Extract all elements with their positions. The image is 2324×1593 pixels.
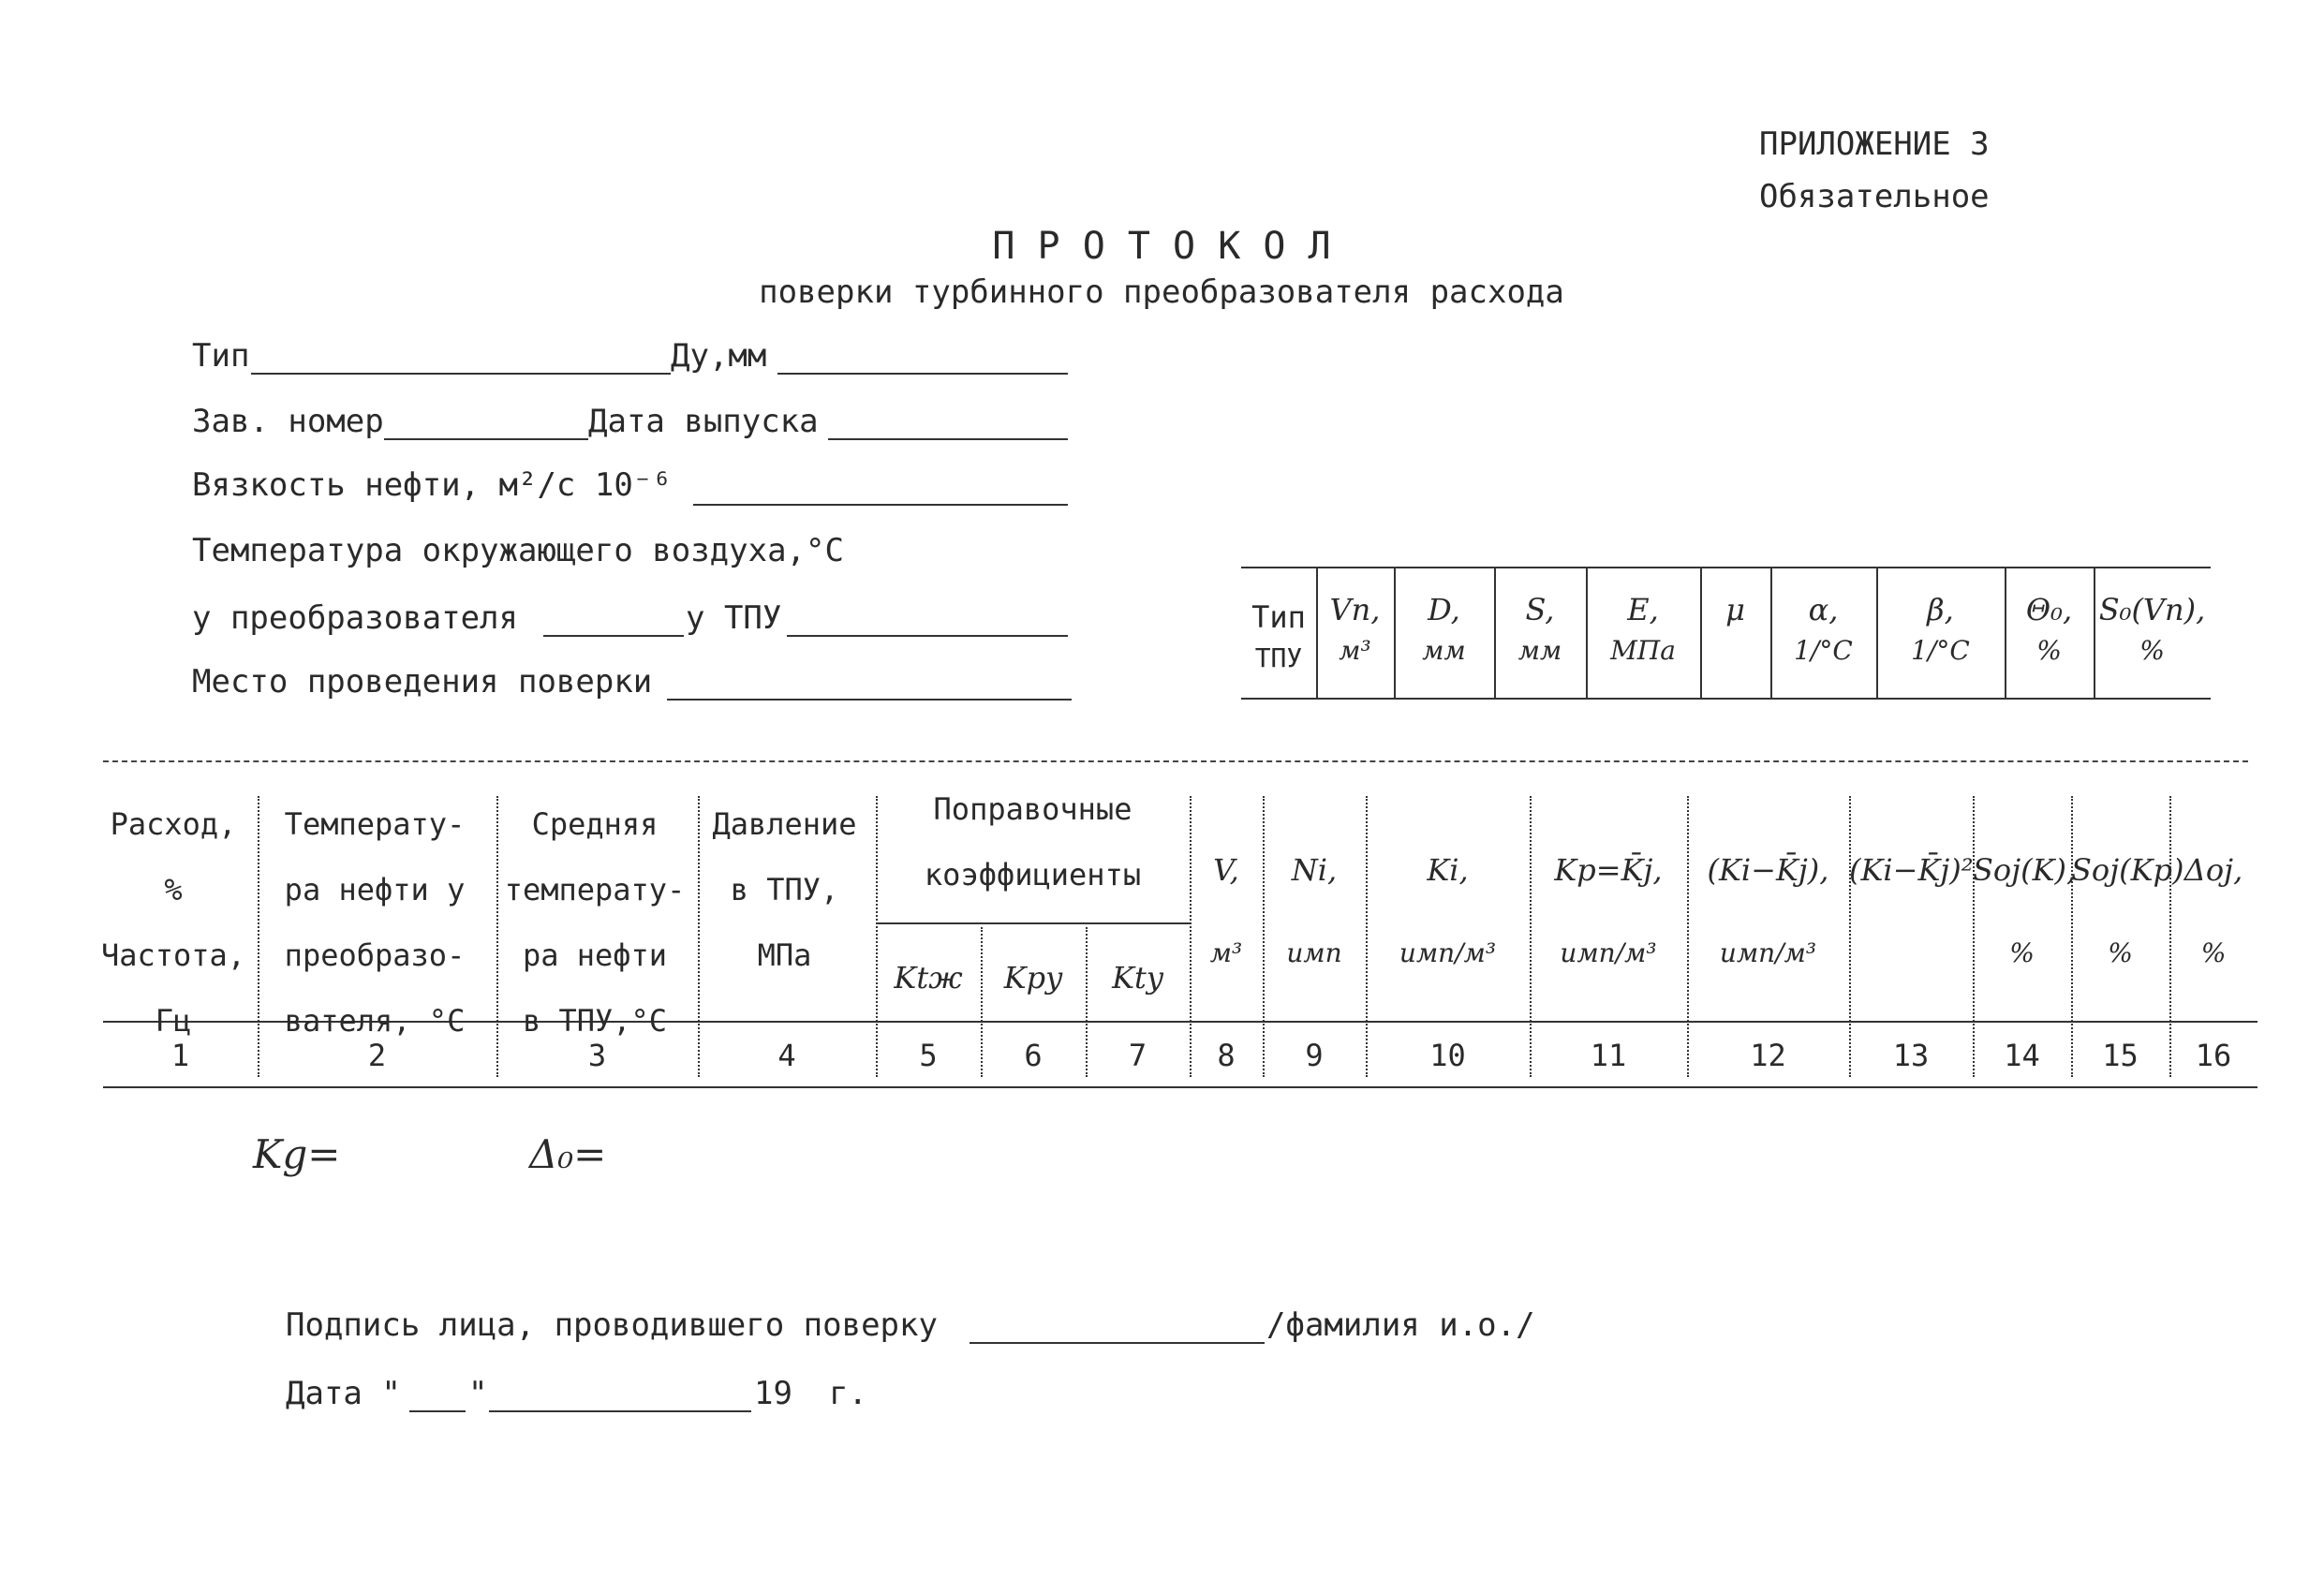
release-date-line (828, 438, 1068, 440)
type-line (251, 373, 671, 375)
at-tpu-line (787, 635, 1068, 637)
param-col-vp: Vп, м³ (1329, 592, 1381, 666)
appendix-label: ПРИЛОЖЕНИЕ 3 (1759, 125, 1990, 163)
col-soj-k-header: Soj(K), % (1973, 852, 2077, 968)
col-number: 14 (2004, 1038, 2040, 1073)
col-number: 7 (1128, 1038, 1147, 1073)
col-pressure-header: Давление в ТПУ, МПа (712, 806, 857, 973)
param-col-s0: S₀(Vп), % (2098, 592, 2206, 666)
release-date-label: Дата выпуска (588, 403, 819, 440)
col-oil-temp-header: Температу- ра нефти у преобразо- вателя, °С (284, 806, 466, 1039)
col-number: 8 (1217, 1038, 1236, 1073)
corrections-group-label-2: коэффициенты (924, 857, 1142, 892)
col-kp-header: Kp=K̄j, имп/м³ (1554, 852, 1663, 968)
col-number: 9 (1305, 1038, 1324, 1073)
col-v-header: V, м³ (1209, 852, 1243, 968)
signature-label: Подпись лица, проводившего поверку (286, 1306, 938, 1344)
col-ktzh-header: Ktж (894, 960, 963, 996)
col-number: 15 (2102, 1038, 2139, 1073)
signature-name-hint: /фамилия и.о./ (1266, 1306, 1535, 1344)
col-number: 4 (777, 1038, 796, 1073)
at-tpu-label: у ТПУ (686, 599, 782, 637)
serial-label: Зав. номер (192, 403, 384, 440)
param-col-s: S, мм (1517, 592, 1562, 666)
col-number: 6 (1024, 1038, 1043, 1073)
param-col-beta: β, 1/°С (1911, 592, 1970, 666)
param-col-e: E, МПа (1610, 592, 1676, 666)
col-kty-header: Kty (1112, 960, 1163, 996)
corrections-group-label: Поправочные (933, 791, 1132, 827)
col-delta-header: Δoj, % (2183, 852, 2243, 968)
du-line (777, 373, 1068, 375)
appendix-mandatory: Обязательное (1759, 178, 1990, 215)
col-number: 13 (1892, 1038, 1930, 1073)
date-day-line (409, 1410, 466, 1412)
col-kpy-header: Kpy (1003, 960, 1063, 996)
col-number: 12 (1750, 1038, 1786, 1073)
at-converter-line (543, 635, 684, 637)
date-month-line (489, 1410, 751, 1412)
protocol-title: П Р О Т О К О Л (992, 225, 1331, 268)
col-number: 2 (367, 1038, 387, 1073)
protocol-subtitle: поверки турбинного преобразователя расхода (759, 273, 1564, 311)
col-number: 1 (170, 1038, 190, 1073)
place-line (667, 699, 1072, 701)
col-number: 5 (919, 1038, 938, 1073)
date-quote: " (468, 1375, 488, 1412)
param-col-type: Тип ТПУ (1251, 599, 1306, 673)
col-number: 3 (587, 1038, 607, 1073)
place-label: Место проведения поверки (192, 663, 653, 701)
du-label: Ду,мм (671, 337, 767, 375)
col-mean-temp-header: Средняя температу- ра нефти в ТПУ,°С (504, 806, 686, 1039)
date-year: 19 (754, 1375, 792, 1412)
col-number: 10 (1429, 1038, 1466, 1073)
col-diff-header: (Ki−K̄j), имп/м³ (1707, 852, 1829, 968)
date-year-suffix: г. (829, 1375, 867, 1412)
kg-result-label: Kg= (253, 1131, 341, 1177)
col-flow-header: Расход, % Частота, Гц (100, 806, 246, 1039)
col-number: 11 (1590, 1038, 1627, 1073)
param-col-d: D, мм (1422, 592, 1466, 666)
col-diff-sq-header: (Ki−K̄j)² (1849, 852, 1974, 888)
col-ni-header: Ni, имп (1286, 852, 1342, 968)
param-col-theta: Θ₀, % (2025, 592, 2073, 666)
type-label: Тип (192, 337, 250, 375)
ambient-temp-label: Температура окружающего воздуха,°С (192, 532, 844, 569)
date-label: Дата " (286, 1375, 401, 1412)
param-col-mu: μ (1725, 592, 1745, 627)
param-col-alpha: α, 1/°С (1794, 592, 1853, 666)
col-soj-kp-header: Soj(Kp) % (2071, 852, 2184, 968)
signature-line (970, 1342, 1265, 1344)
col-ki-header: Ki, имп/м³ (1399, 852, 1497, 968)
at-converter-label: у преобразователя (192, 599, 518, 637)
viscosity-label: Вязкость нефти, м²/с 10⁻⁶ (192, 466, 672, 504)
delta-result-label: Δ₀= (529, 1131, 607, 1177)
col-number: 16 (2195, 1038, 2232, 1073)
viscosity-line (693, 504, 1068, 506)
serial-line (384, 438, 588, 440)
